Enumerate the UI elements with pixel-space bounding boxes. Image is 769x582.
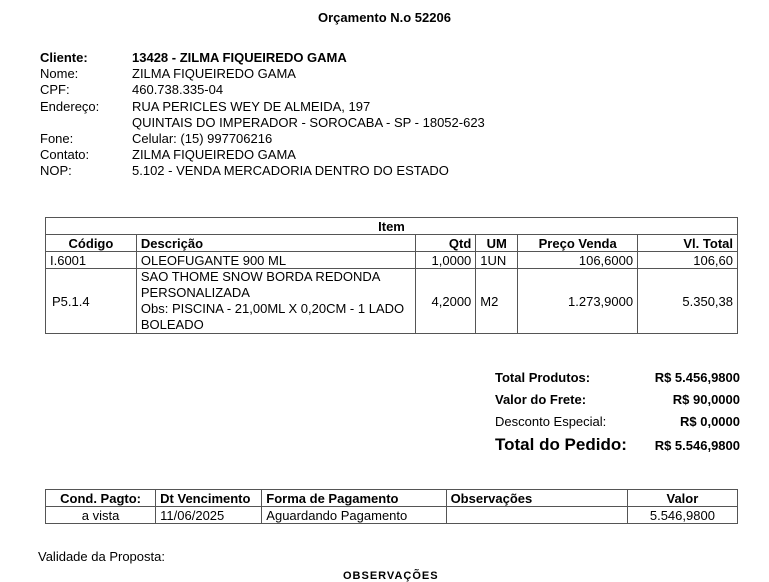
cell-vencimento: 11/06/2025 (156, 507, 262, 524)
cell-qtd: 1,0000 (416, 252, 476, 269)
total-produtos-label: Total Produtos: (495, 369, 591, 385)
desconto-row (495, 410, 740, 432)
table-row (46, 507, 738, 524)
nome-label: Nome: (40, 66, 79, 82)
header-vencimento: Dt Vencimento (156, 490, 262, 507)
cell-descricao (136, 269, 415, 334)
header-preco: Preço Venda (518, 235, 638, 252)
total-pedido-label: Total do Pedido: (495, 435, 627, 454)
valor-frete-label: Valor do Frete: (495, 391, 587, 407)
table-row (46, 252, 738, 269)
header-forma-pagamento: Forma de Pagamento (262, 490, 446, 507)
nome-row (40, 66, 485, 82)
cliente-row (40, 50, 485, 66)
validity-label: Validade da Proposta: (38, 549, 165, 564)
items-table (45, 217, 738, 334)
header-total: Vl. Total (638, 235, 738, 252)
document-title: Orçamento N.o 52206 (318, 10, 451, 25)
fone-label: Fone: (40, 131, 74, 147)
contato-row (40, 147, 485, 163)
nop-row (40, 163, 485, 179)
cell-preco: 1.273,9000 (518, 269, 638, 334)
endereco-row-2 (40, 115, 485, 131)
header-codigo: Código (46, 235, 137, 252)
desconto-label: Desconto Especial: (495, 413, 607, 429)
cliente-label: Cliente: (40, 50, 88, 65)
cell-qtd: 4,2000 (416, 269, 476, 334)
header-valor: Valor (627, 490, 737, 507)
items-section-title: Item (46, 218, 738, 235)
cliente-value: 13428 - ZILMA FIQUEIREDO GAMA (132, 50, 347, 65)
cell-um: 1UN (476, 252, 518, 269)
cell-descricao: OLEOFUGANTE 900 ML (136, 252, 415, 269)
total-produtos-value: R$ 5.456,9800 (654, 369, 740, 385)
total-pedido-value: R$ 5.546,9800 (654, 437, 740, 453)
cell-um: M2 (476, 269, 518, 334)
endereco-line2: QUINTAIS DO IMPERADOR - SOROCABA - SP - 18052-623 (132, 114, 485, 130)
cell-cond-pagto: a vista (46, 507, 156, 524)
fone-row (40, 131, 485, 147)
nome-value: ZILMA FIQUEIREDO GAMA (132, 66, 296, 82)
cell-preco: 106,6000 (518, 252, 638, 269)
desconto-value: R$ 0,0000 (680, 413, 740, 429)
header-qtd: Qtd (416, 235, 476, 252)
cell-total: 5.350,38 (638, 269, 738, 334)
cell-observacoes (446, 507, 627, 524)
header-um: UM (476, 235, 518, 252)
nop-label: NOP: (40, 163, 72, 179)
fone-value: Celular: (15) 997706216 (132, 131, 273, 147)
total-pedido-row (495, 432, 740, 458)
contato-label: Contato: (40, 147, 90, 163)
header-descricao: Descrição (136, 235, 415, 252)
observacoes-heading: OBSERVAÇÕES (343, 570, 439, 582)
item-description: SAO THOME SNOW BORDA REDONDA PERSONALIZADA (140, 269, 380, 300)
table-row (46, 269, 738, 334)
endereco-line1: RUA PERICLES WEY DE ALMEIDA, 197 (132, 98, 371, 114)
cpf-label: CPF: (40, 82, 70, 98)
cell-total: 106,60 (638, 252, 738, 269)
endereco-label: Endereço: (40, 98, 100, 114)
cpf-row (40, 82, 485, 98)
cell-valor: 5.546,9800 (627, 507, 737, 524)
total-produtos-row (495, 366, 740, 388)
totals-block (495, 366, 740, 458)
endereco-row (40, 99, 485, 115)
valor-frete-value: R$ 90,0000 (672, 391, 740, 407)
nop-value: 5.102 - VENDA MERCADORIA DENTRO DO ESTADO (132, 163, 449, 179)
cell-codigo: P5.1.4 (46, 269, 137, 334)
client-info (40, 50, 485, 180)
payment-table (45, 489, 738, 524)
cpf-value: 460.738.335-04 (132, 82, 224, 98)
valor-frete-row (495, 388, 740, 410)
cell-codigo: I.6001 (46, 252, 137, 269)
header-cond-pagto: Cond. Pagto: (46, 490, 156, 507)
cell-forma-pagamento: Aguardando Pagamento (262, 507, 446, 524)
header-observacoes: Observações (446, 490, 627, 507)
item-observation: Obs: PISCINA - 21,00ML X 0,20CM - 1 LADO BOLEADO (140, 301, 405, 332)
contato-value: ZILMA FIQUEIREDO GAMA (132, 147, 296, 163)
